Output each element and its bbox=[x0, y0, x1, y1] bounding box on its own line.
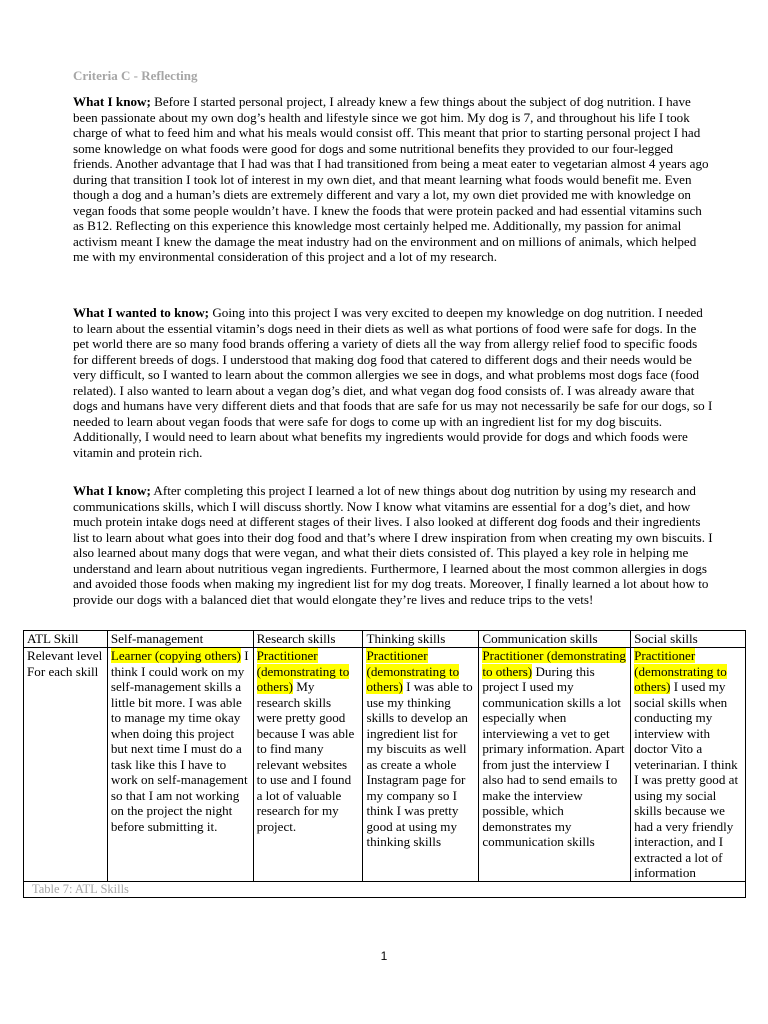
paragraph-lead: What I know; bbox=[73, 483, 151, 498]
skill-text: I used my social skills when conducting my interview with doctor Vito a veterinarian. I think I was pretty good at using my social skills because we had a very friendly interaction, and I extracted a lot of information bbox=[634, 679, 739, 880]
table-header-cell: Communication skills bbox=[479, 631, 631, 648]
skill-cell-research bbox=[253, 648, 363, 882]
skill-cell-communication bbox=[479, 648, 631, 882]
level-highlight: Practitioner (demonstrating to others) bbox=[482, 648, 626, 679]
table-header-cell: Self-management bbox=[107, 631, 253, 648]
skill-text: During this project I used my communication skills a lot especially when interviewing a vet to get primary information. Apart from just the interview I also had to send emails to make the interview possible, which demonstrates my communication skills bbox=[482, 663, 625, 849]
skill-text: I think I could work on my self-management skills a little bit more. I was able to manage my time okay when doing this project but next time I must do a task like this I have to work on self-management so that I am not working on the project the night before submitting it. bbox=[110, 648, 249, 834]
section-heading: Criteria C - Reflecting bbox=[73, 68, 198, 83]
level-highlight: Learner (copying others) bbox=[110, 648, 242, 663]
paragraph-what-i-wanted-to-know bbox=[73, 305, 713, 460]
level-highlight: Practitioner (demonstrating to others) bbox=[366, 648, 460, 694]
paragraph-what-i-know bbox=[73, 94, 713, 265]
paragraph-what-i-know-after bbox=[73, 483, 713, 607]
level-highlight: Practitioner (demonstrating to others) bbox=[256, 648, 350, 694]
skill-cell-self-management bbox=[107, 648, 253, 882]
table-header-cell: ATL Skill bbox=[24, 631, 108, 648]
atl-skills-table bbox=[23, 630, 746, 898]
table-header-cell: Research skills bbox=[253, 631, 363, 648]
table-header-row bbox=[24, 631, 746, 648]
table-row bbox=[24, 648, 746, 882]
table-caption: Table 7: ATL Skills bbox=[24, 881, 746, 897]
skill-text: I was able to use my thinking skills to develop an ingredient list for my biscuits as well as create a whole Instagram page for my company so I think I was pretty good at using my thinking skills bbox=[366, 679, 473, 849]
skill-cell-thinking bbox=[363, 648, 479, 882]
paragraph-lead: What I know; bbox=[73, 94, 151, 109]
skill-cell-social bbox=[631, 648, 746, 882]
caption-row bbox=[24, 881, 746, 897]
paragraph-text: After completing this project I learned a lot of new things about dog nutrition by using my research and communications skills, which I will discuss shortly. Now I know what vitamins are essential for a dog’s diet, and how much protein intake dogs need at different stages of their lives. I also looked at different dog foods and their ingredients list to learn about what goes into their dog food and that’s where I drew inspiration from when creating my own biscuits. I also learned about many dogs that were vegan, and what their diets consisted of. This played a key role in helping me understand and learn about nutritious vegan ingredients. Furthermore, I learned about the most common allergies in dogs and avoided those foods when making my ingredient list for my dog treats. Moreover, I finally learned a lot about how to provide our dogs with a balanced diet that would elongate they’re lives and reduce trips to the vets! bbox=[73, 483, 713, 607]
table-header-cell: Thinking skills bbox=[363, 631, 479, 648]
table-header-cell: Social skills bbox=[631, 631, 746, 648]
paragraph-text: Before I started personal project, I already knew a few things about the subject of dog nutrition. I have been passionate about my own dog’s health and lifestyle since we got him. My dog is 7, and throughout his life I took charge of what to feed him and what his meals would consist off. This meant that prior to starting personal project I had some knowledge on what foods were good for dogs and some nutritional benefits they provided to our four-legged friends. Another advantage that I had was that I had transitioned from being a meat eater to vegetarian almost 4 years ago during that transition I took lot of interest in my own diet, and that meant learning what foods would benefit me. Even though a dog and a human’s diets are extremely different and vary a lot, my own diet provided me with knowledge on vegan foods that some people wouldn’t have. I knew the foods that were protein packed and had essential vitamins such as B12. Reflecting on this experience this knowledge most certainly helped me. Additionally, my passion for animal activism meant I knew the damage the meat industry had on the environment and on millions of animals, which helped me with my environmental consideration of this project and a lot of my research. bbox=[73, 94, 709, 264]
row-label-cell: Relevant level For each skill bbox=[24, 648, 108, 882]
level-highlight: Practitioner (demonstrating to others) bbox=[634, 648, 727, 694]
page-number: 1 bbox=[380, 949, 388, 963]
skill-text: My research skills were pretty good because I was able to find many relevant websites to use and I found a lot of valuable research for my project. bbox=[256, 679, 355, 834]
paragraph-text: Going into this project I was very excited to deepen my knowledge on dog nutrition. I needed to learn about the essential vitamin’s dogs need in their diets as well as what portions of food were safe for dogs. In the pet world there are so many food brands offering a variety of diets all the way from allergy relief food to specific foods for different breeds of dogs. I understood that making dog food that catered to different dogs and their needs would be very difficult, so I wanted to learn about the common allergies we see in dogs, and what problems most dogs face (food related). I also wanted to learn about a vegan dog’s diet, and what vegan dog food consists of. I was already aware that dogs and humans have very different diets and that foods that are safe for us may not necessarily be safe for our dogs, so I needed to learn about vegan foods that were safe for dogs to come up with an ingredient list for my dog biscuits. Additionally, I would need to learn about what benefits my ingredients would provide for dogs and which foods were vitamin and protein rich. bbox=[73, 305, 713, 460]
paragraph-lead: What I wanted to know; bbox=[73, 305, 210, 320]
